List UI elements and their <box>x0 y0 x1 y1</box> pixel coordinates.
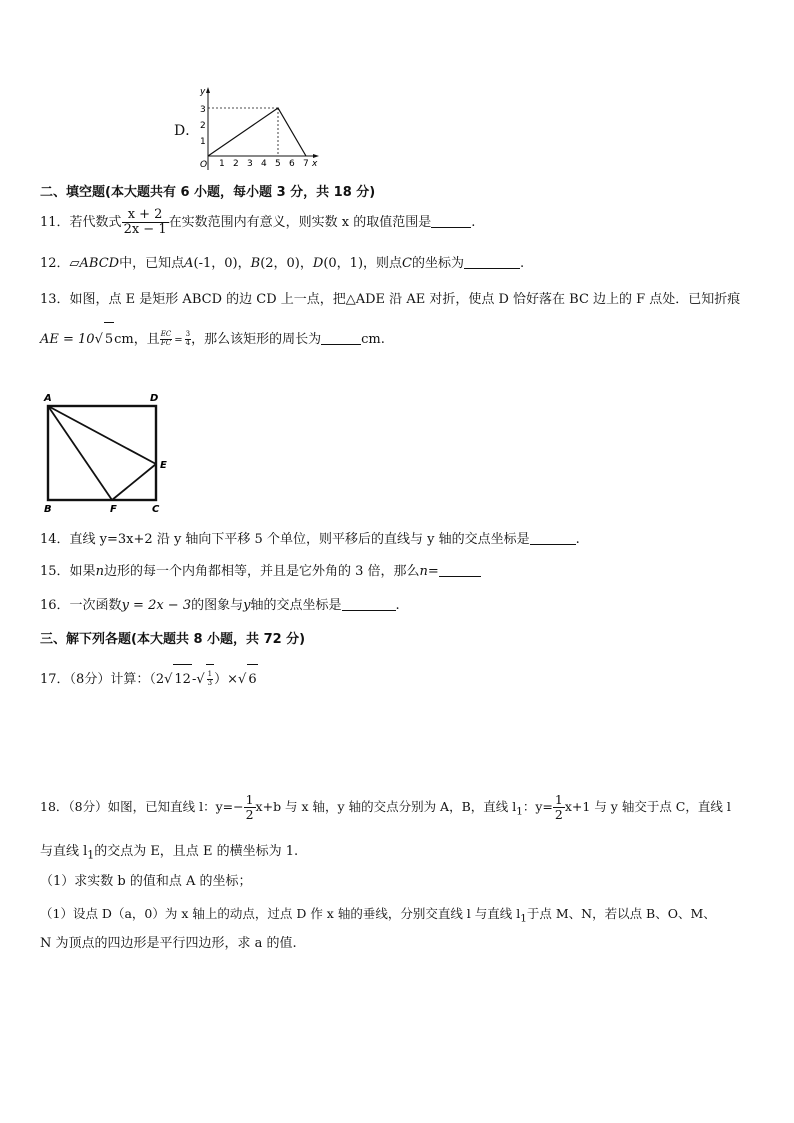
option-d-graph <box>196 84 320 172</box>
x-tick-5: 5 <box>275 159 281 169</box>
q11-answer-blank[interactable] <box>431 213 471 228</box>
q11-fraction: $\frac{x + 2}{2x - 1}$ <box>123 206 167 237</box>
segment-af <box>48 406 112 500</box>
question-14: 14．直线 y=3x+2 沿 y 轴向下平移 5 个单位，则平移后的直线与 y 轴的交点坐标是 . <box>40 532 580 547</box>
option-d-label: D． <box>174 123 200 139</box>
y-tick-1: 1 <box>200 137 206 147</box>
point-a-label: A <box>44 393 52 404</box>
y-tick-2: 2 <box>200 121 206 131</box>
q17-inner-fraction: $\frac{1}{3}$ <box>207 670 213 687</box>
question-16: 16．一次函数y = 2x − 3的图象与y轴的交点坐标是 . <box>40 598 400 613</box>
q18-fraction-1: $\frac{1}{2}$ <box>245 792 254 822</box>
question-18-part-2-line-2: N 为顶点的四边形是平行四边形，求 a 的值. <box>40 936 297 951</box>
question-12: 12．▱ABCD中，已知点A(-1，0)，B(2，0)，D(0，1)，则点C的坐标为 . <box>40 256 525 271</box>
y-axis-arrow <box>206 87 210 93</box>
y-tick-3: 3 <box>200 105 206 115</box>
x-axis-arrow <box>313 154 319 158</box>
x-axis-label: x <box>312 159 318 169</box>
point-d-label: D <box>150 393 159 404</box>
x-tick-7: 7 <box>303 159 309 169</box>
q18-fraction-2: $\frac{1}{2}$ <box>554 792 563 822</box>
q12-answer-blank[interactable] <box>464 254 520 269</box>
question-18-line-1: 18．（8分）如图，已知直线 l：y=− $\frac{1}{2}$ x+b 与 x 轴，y 轴的交点分别为 A，B，直线 $l_1$：y= $\frac{1}{2}$ x+1 与 y 轴交于点 C，直线 l <box>40 792 731 822</box>
segment-ae <box>48 406 156 464</box>
x-tick-6: 6 <box>289 159 295 169</box>
q14-answer-blank[interactable] <box>530 530 576 545</box>
x-tick-1: 1 <box>219 159 225 169</box>
question-15: 15．如果n边形的每一个内角都相等，并且是它外角的 3 倍，那么n= <box>40 562 481 582</box>
segment-fe <box>112 464 156 500</box>
point-b-label: B <box>44 504 52 514</box>
y-axis-label: y <box>200 87 206 97</box>
q15-answer-blank[interactable] <box>439 562 481 577</box>
section-2-title: 二、填空题(本大题共有 6 小题，每小题 3 分，共 18 分) <box>40 185 376 200</box>
figure-13 <box>40 388 170 514</box>
x-tick-3: 3 <box>247 159 253 169</box>
section-3-title: 三、解下列各题(本大题共 8 小题，共 72 分) <box>40 632 306 647</box>
point-f-label: F <box>110 504 117 514</box>
question-13-line-2: AE = 10√ 5cm，且 $\frac{EC}{FC}$ = $\frac{3}{4}$ ，那么该矩形的周长为 cm. <box>40 322 385 358</box>
question-18-line-2: 与直线 $l_1$的交点为 E，且点 E 的横坐标为 1. <box>40 844 299 862</box>
origin-label: O <box>200 160 208 170</box>
question-11: 11．若代数式 $\frac{x + 2}{2x - 1}$ 在实数范围内有意义，则实数 x 的取值范围是 . <box>40 206 476 237</box>
q13-ratio-value: $\frac{3}{4}$ <box>185 330 191 347</box>
q16-answer-blank[interactable] <box>342 596 396 611</box>
question-17: 17．（8分）计算：（2√ 12-√ $\frac{1}{3}$ ）×√ 6 <box>40 664 258 695</box>
x-tick-4: 4 <box>261 159 267 169</box>
q13-ratio: $\frac{EC}{FC}$ <box>160 330 172 347</box>
question-13-line-1: 13．如图，点 E 是矩形 ABCD 的边 CD 上一点，把△ADE 沿 AE 对折，使点 D 恰好落在 BC 边上的 F 点处．已知折痕 <box>40 292 741 307</box>
question-18-part-1: （1）求实数 b 的值和点 A 的坐标； <box>40 874 252 889</box>
point-e-label: E <box>160 460 167 471</box>
point-c-label: C <box>152 504 160 514</box>
question-18-part-2-line-1: （1）设点 D（a，0）为 x 轴上的动点，过点 D 作 x 轴的垂线，分别交直线 l 与直线 $l_1$于点 M、N，若以点 B、O、M、 <box>40 906 716 925</box>
q13-answer-blank[interactable] <box>321 330 361 345</box>
function-line <box>208 108 306 156</box>
x-tick-2: 2 <box>233 159 239 169</box>
